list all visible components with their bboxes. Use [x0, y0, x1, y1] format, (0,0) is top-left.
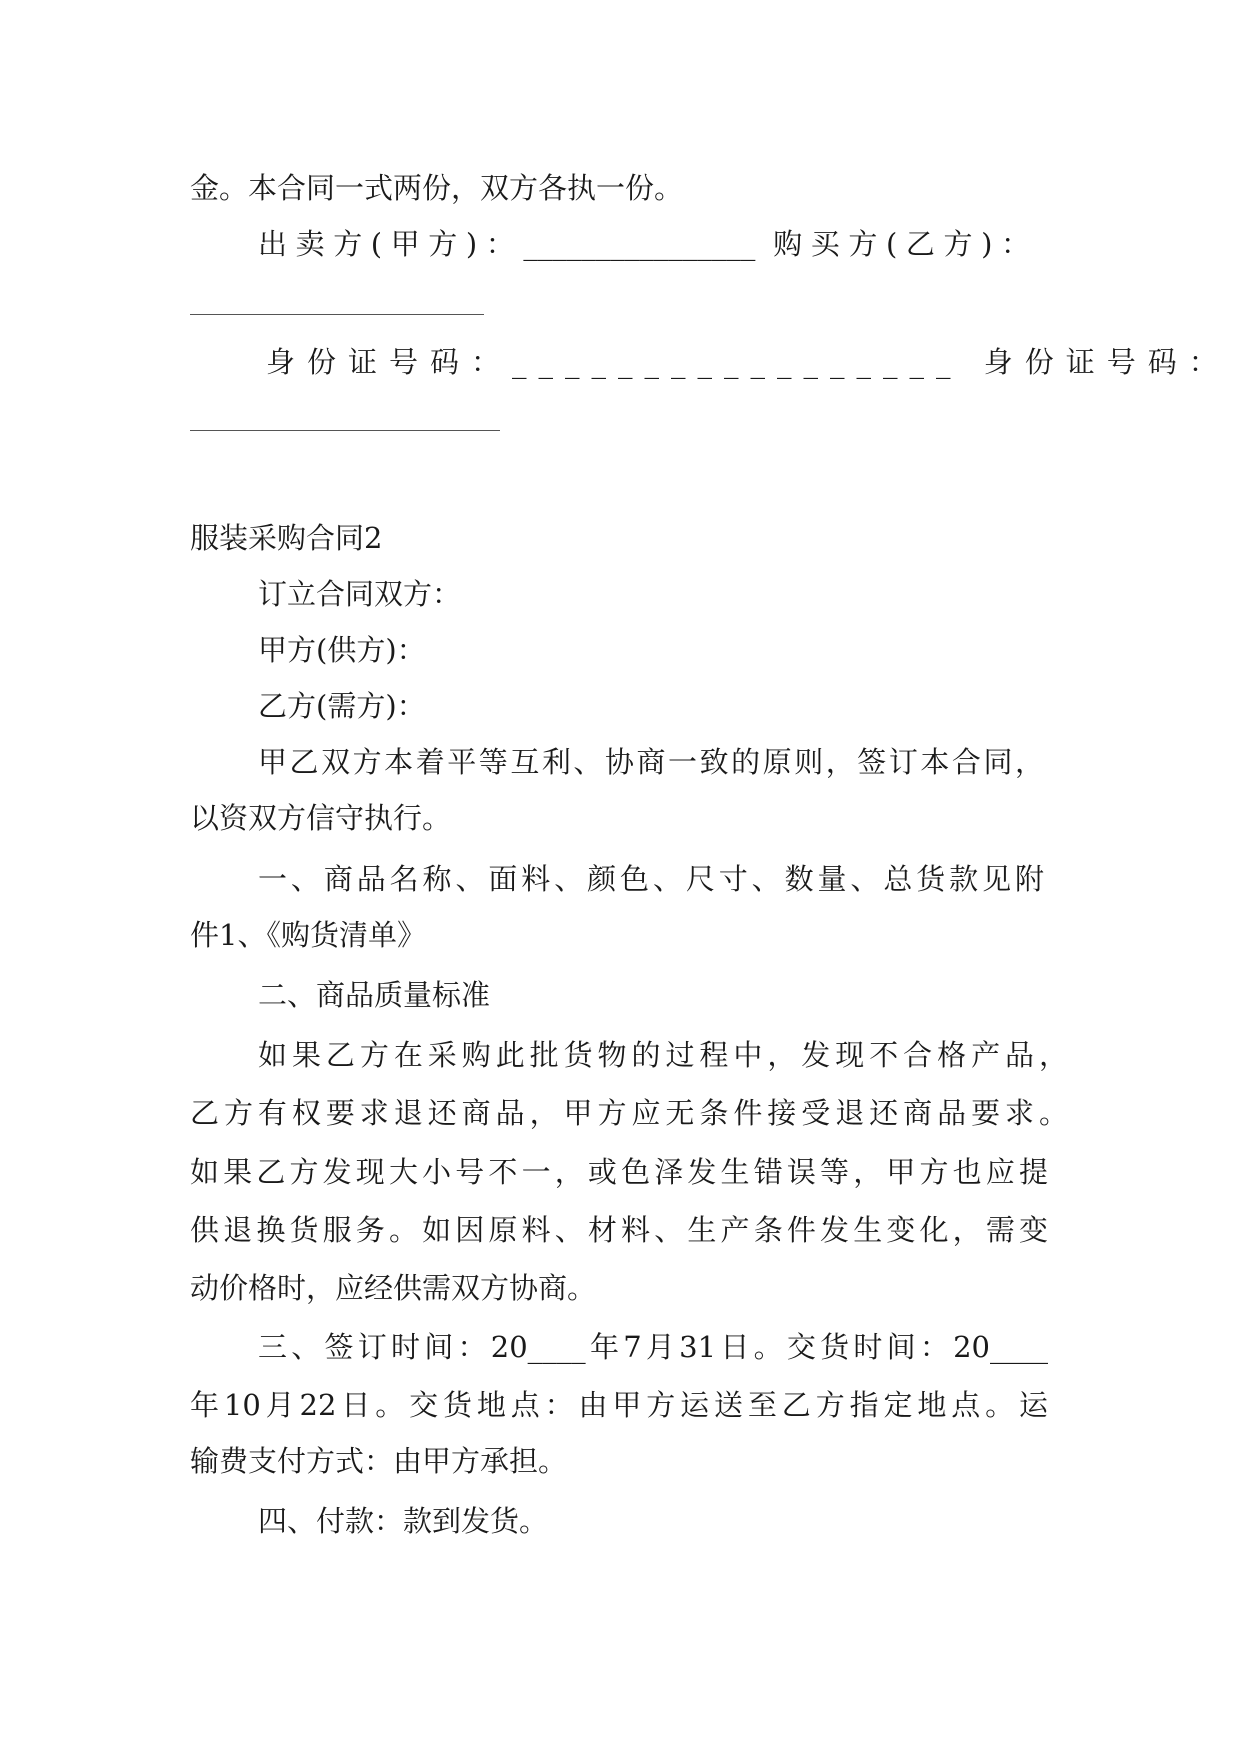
clause-2-line: 供退换货服务。如因原料、材料、生产条件发生变化，需变	[190, 1213, 1048, 1247]
party-b-line: 乙方(需方)：	[258, 689, 426, 723]
clause-3-line: 输费支付方式：由甲方承担。	[190, 1444, 568, 1478]
clause-4-line: 四、付款：款到发货。	[258, 1504, 549, 1538]
clause-2-line: 如果乙方发现大小号不一，或色泽发生错误等，甲方也应提	[190, 1155, 1048, 1189]
clause-1-line: 一、商品名称、面料、颜色、尺寸、数量、总货款见附	[258, 862, 1044, 896]
signature-line-seller-buyer: 出卖方(甲方)：________________ 购买方(乙方)：	[258, 227, 1030, 261]
paragraph-line: 金。本合同一式两份，双方各执一份。	[190, 171, 684, 205]
clause-2-line: 动价格时，应经供需双方协商。	[190, 1271, 597, 1305]
clause-3-line: 三、签订时间：20____年7月31日。交货时间：20____	[258, 1330, 1048, 1364]
signature-blank	[190, 314, 484, 315]
party-a-line: 甲方(供方)：	[258, 633, 426, 667]
paragraph-line: 甲乙双方本着平等互利、协商一致的原则，签订本合同，	[258, 745, 1044, 779]
clause-1-line: 件1、《购货清单》	[190, 918, 426, 952]
id-number-blank	[190, 430, 500, 431]
contract-parties-heading: 订立合同双方：	[258, 577, 462, 611]
clause-3-line: 年10月22日。交货地点：由甲方运送至乙方指定地点。运	[190, 1388, 1048, 1422]
clause-2-line: 如果乙方在采购此批货物的过程中，发现不合格产品，	[258, 1038, 1068, 1072]
clause-2-heading: 二、商品质量标准	[258, 978, 491, 1012]
id-number-line: 身份证号码：_________________ 身份证号码：	[266, 345, 1230, 379]
clause-2-line: 乙方有权要求退还商品，甲方应无条件接受退还商品要求。	[190, 1096, 1068, 1130]
contract-title: 服装采购合同2	[190, 521, 383, 555]
paragraph-line: 以资双方信守执行。	[190, 801, 452, 835]
